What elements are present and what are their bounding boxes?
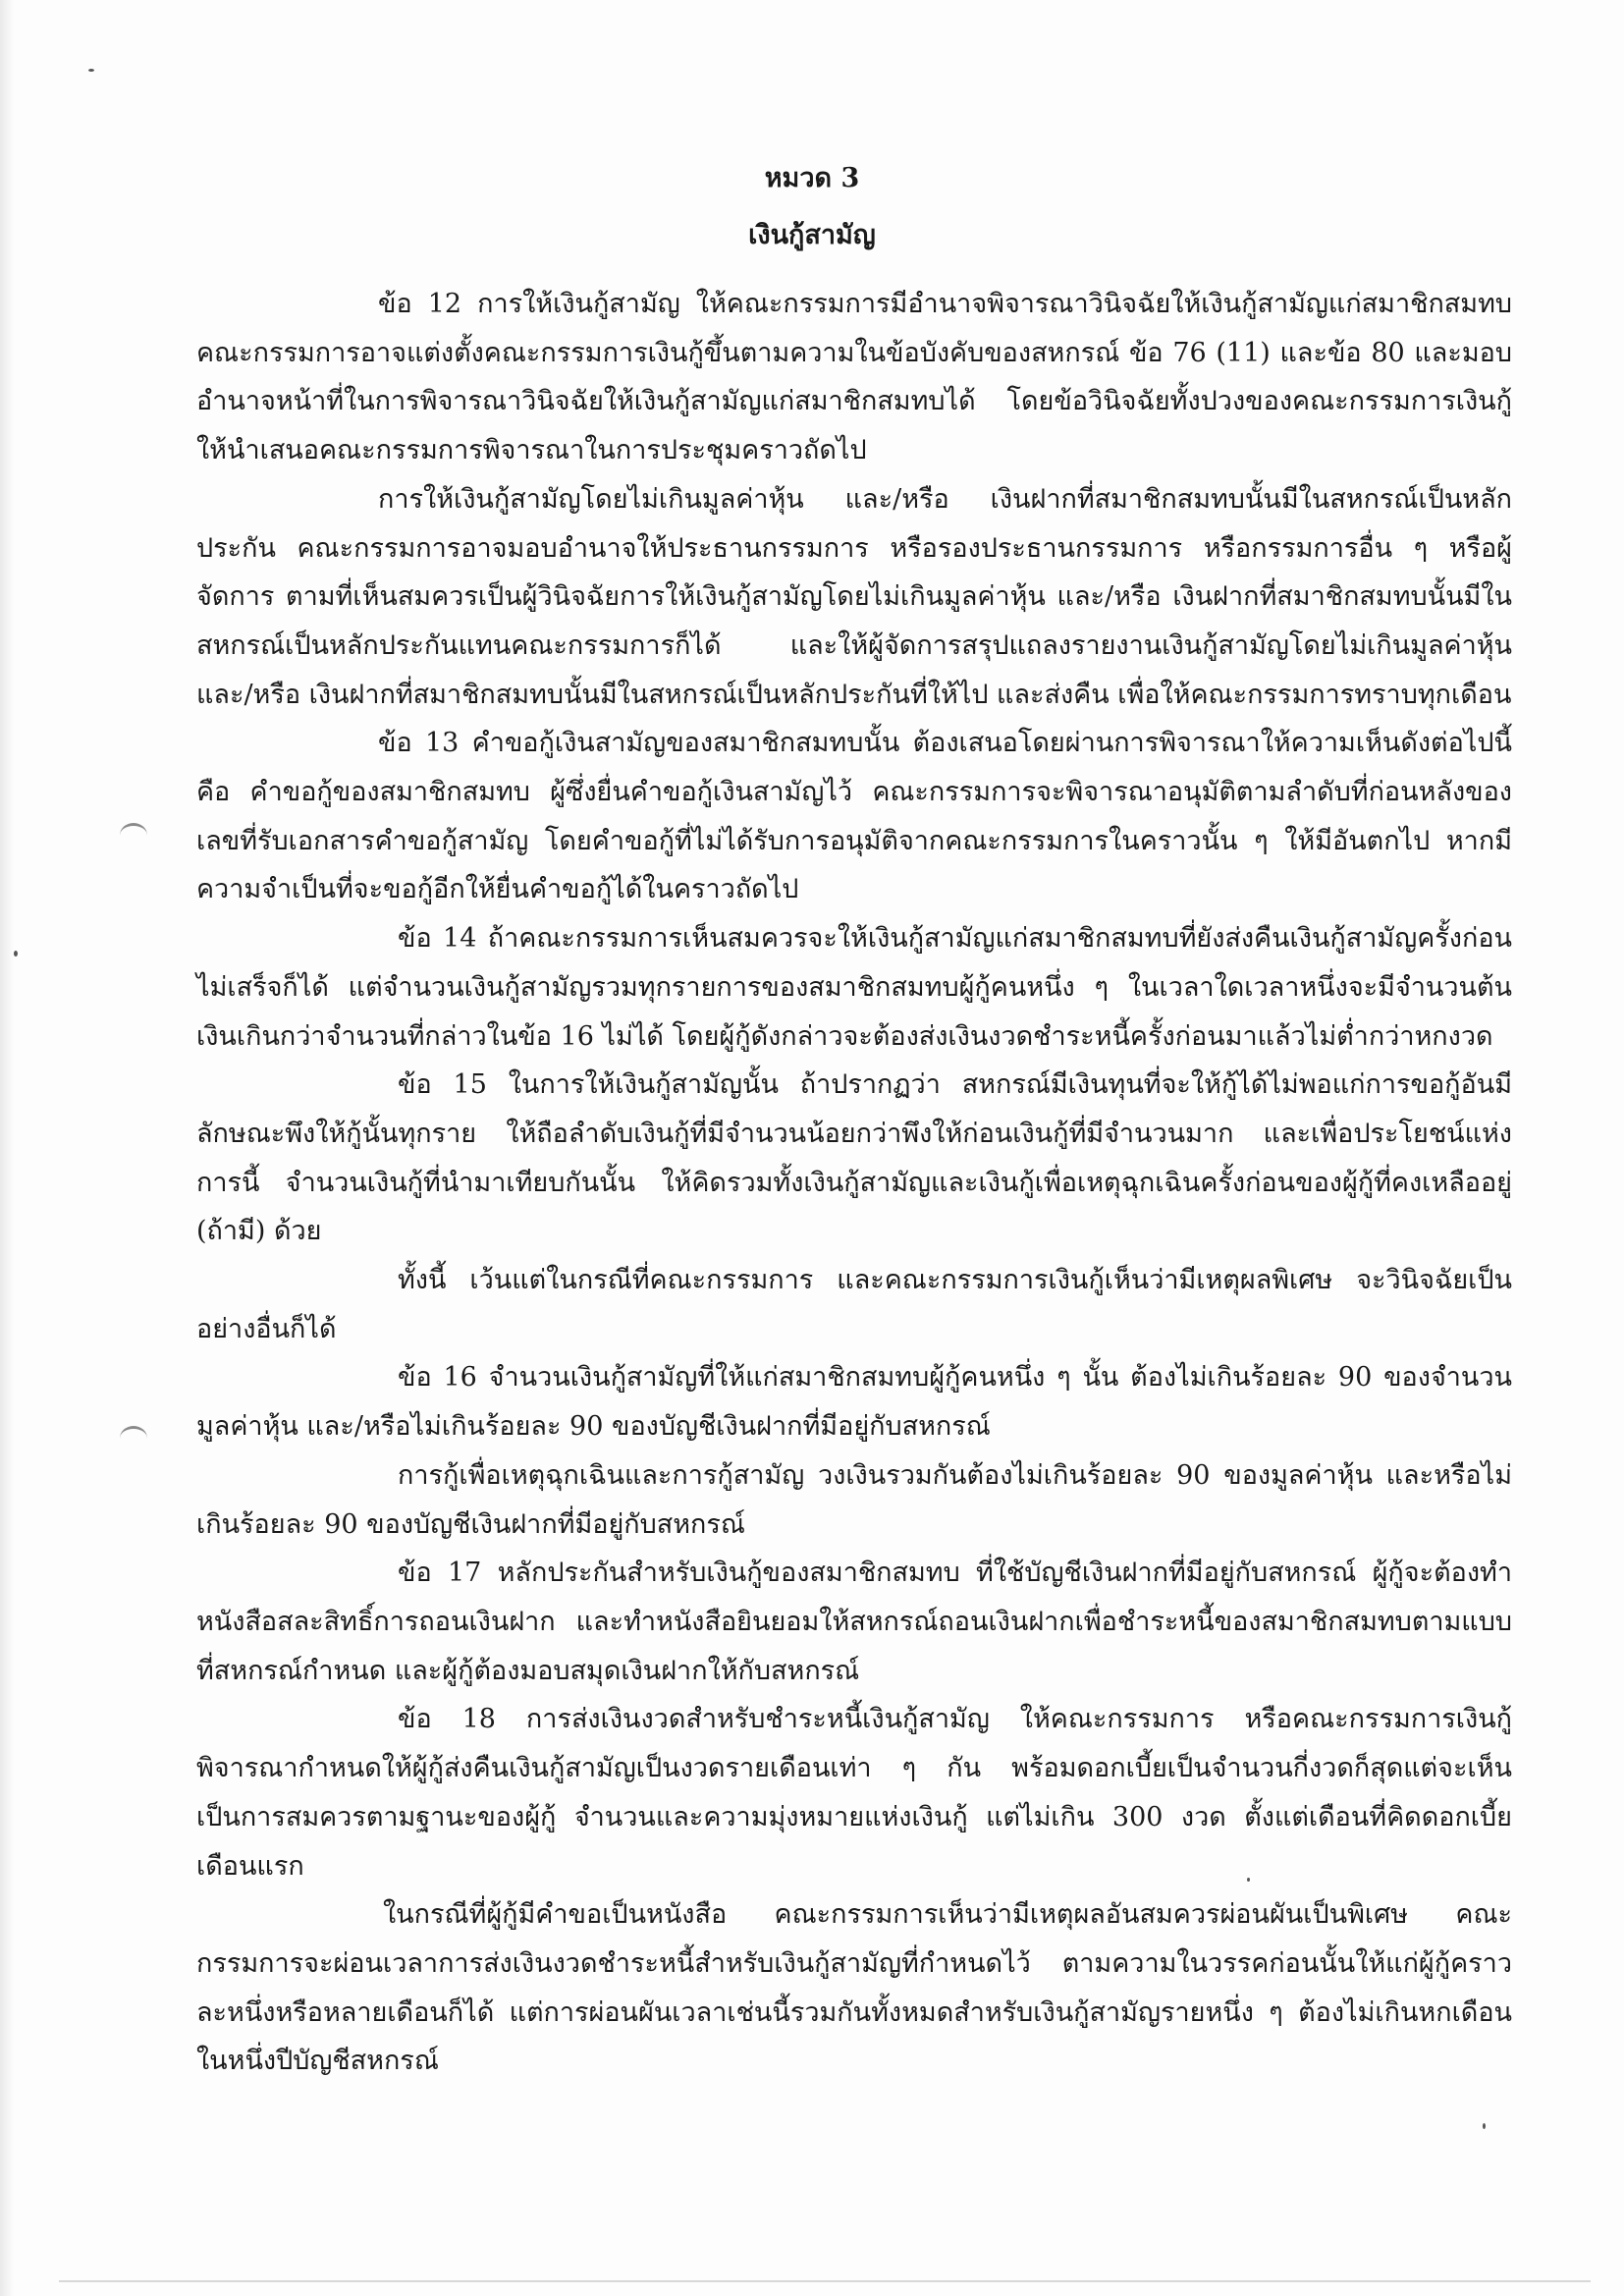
clause-15: ข้อ 15 ในการให้เงินกู้สามัญนั้น ถ้าปรากฏว่า สหกรณ์มีเงินทุนที่จะให้กู้ได้ไม่พอแก่การขอกู้อันมีลักษณะพึงให้กู้นั้นทุกราย ให้ถือลำดับเงินกู้ที่มีจำนวนน้อยกว่าพึงให้ก่อนเงินกู้ที่มีจำนวนมาก และเพื่อประโยชน์แห่งการนี้ จำนวนเงินกู้ที่นำมาเทียบกันนั้น ให้คิดรวมทั้งเงินกู้สามัญและเงินกู้เพื่อเหตุฉุกเฉินครั้งก่อนของผู้กู้ที่คงเหลืออยู่ (ถ้ามี) ด้วย xyxy=(196,1069,1512,1247)
punch-hole-mark xyxy=(120,823,147,847)
clause-18-paragraph-2: ในกรณีที่ผู้กู้มีคำขอเป็นหนังสือ คณะกรรมการเห็นว่ามีเหตุผลอันสมควรผ่อนผันเป็นพิเศษ คณะกรรมการจะผ่อนเวลาการส่งเงินงวดชำระหนี้สำหรับเงินกู้สามัญที่กำหนดไว้ ตามความในวรรคก่อนนั้นให้แก่ผู้กู้คราวละหนึ่งหรือหลายเดือนก็ได้ แต่การผ่อนผันเวลาเช่นนี้รวมกันทั้งหมดสำหรับเงินกู้สามัญรายหนึ่ง ๆ ต้องไม่เกินหกเดือนในหนึ่งปีบัญชีสหกรณ์ xyxy=(196,1899,1512,2077)
chapter-heading: หมวด 3 xyxy=(764,163,860,193)
document-body xyxy=(196,280,1512,2086)
scan-speck xyxy=(1483,2123,1486,2129)
clause-12-paragraph-2: การให้เงินกู้สามัญโดยไม่เกินมูลค่าหุ้น และ/หรือ เงินฝากที่สมาชิกสมทบนั้นมีในสหกรณ์เป็นหลักประกัน คณะกรรมการอาจมอบอำนาจให้ประธานกรรมการ หรือรองประธานกรรมการ หรือกรรมการอื่น ๆ หรือผู้จัดการ ตามที่เห็นสมควรเป็นผู้วินิจฉัยการให้เงินกู้สามัญโดยไม่เกินมูลค่าหุ้น และ/หรือ เงินฝากที่สมาชิกสมทบนั้นมีในสหกรณ์เป็นหลักประกันแทนคณะกรรมการก็ได้ และให้ผู้จัดการสรุปแถลงรายงานเงินกู้สามัญโดยไม่เกินมูลค่าหุ้น และ/หรือ เงินฝากที่สมาชิกสมทบนั้นมีในสหกรณ์เป็นหลักประกันที่ให้ไป และส่งคืน เพื่อให้คณะกรรมการทราบทุกเดือน xyxy=(196,483,1512,710)
clause-12: ข้อ 12 การให้เงินกู้สามัญ ให้คณะกรรมการมีอำนาจพิจารณาวินิจฉัยให้เงินกู้สามัญแก่สมาชิกสมทบ คณะกรรมการอาจแต่งตั้งคณะกรรมการเงินกู้ขึ้นตามความในข้อบังคับของสหกรณ์ ข้อ 76 (11) และข้อ 80 และมอบอำนาจหน้าที่ในการพิจารณาวินิจฉัยให้เงินกู้สามัญแก่สมาชิกสมทบได้ โดยข้อวินิจฉัยทั้งปวงของคณะกรรมการเงินกู้ให้นำเสนอคณะกรรมการพิจารณาในการประชุมคราวถัดไป xyxy=(196,289,1512,466)
page-left-shadow xyxy=(0,0,14,2296)
clause-16-paragraph-2: การกู้เพื่อเหตุฉุกเฉินและการกู้สามัญ วงเงินรวมกันต้องไม่เกินร้อยละ 90 ของมูลค่าหุ้น และหรือไม่เกินร้อยละ 90 ของบัญชีเงินฝากที่มีอยู่กับสหกรณ์ xyxy=(196,1459,1512,1540)
clause-14: ข้อ 14 ถ้าคณะกรรมการเห็นสมควรจะให้เงินกู้สามัญแก่สมาชิกสมทบที่ยังส่งคืนเงินกู้สามัญครั้งก่อนไม่เสร็จก็ได้ แต่จำนวนเงินกู้สามัญรวมทุกรายการของสมาชิกสมทบผู้กู้คนหนึ่ง ๆ ในเวลาใดเวลาหนึ่งจะมีจำนวนต้นเงินเกินกว่าจำนวนที่กล่าวในข้อ 16 ไม่ได้ โดยผู้กู้ดังกล่าวจะต้องส่งเงินงวดชำระหนี้ครั้งก่อนมาแล้วไม่ต่ำกว่าหกงวด xyxy=(196,923,1512,1052)
scan-speck xyxy=(88,69,94,72)
clause-16: ข้อ 16 จำนวนเงินกู้สามัญที่ให้แก่สมาชิกสมทบผู้กู้คนหนึ่ง ๆ นั้น ต้องไม่เกินร้อยละ 90 ของจำนวนมูลค่าหุ้น และ/หรือไม่เกินร้อยละ 90 ของบัญชีเงินฝากที่มีอยู่กับสหกรณ์ xyxy=(196,1362,1512,1443)
page-bottom-edge xyxy=(59,2280,1591,2282)
chapter-title: เงินกู้สามัญ xyxy=(748,220,876,250)
clause-17: ข้อ 17 หลักประกันสำหรับเงินกู้ของสมาชิกสมทบ ที่ใช้บัญชีเงินฝากที่มีอยู่กับสหกรณ์ ผู้กู้จะต้องทำหนังสือสละสิทธิ์การถอนเงินฝาก และทำหนังสือยินยอมให้สหกรณ์ถอนเงินฝากเพื่อชำระหนี้ของสมาชิกสมทบตามแบบที่สหกรณ์กำหนด และผู้กู้ต้องมอบสมุดเงินฝากให้กับสหกรณ์ xyxy=(196,1558,1512,1686)
clause-15-paragraph-2: ทั้งนี้ เว้นแต่ในกรณีที่คณะกรรมการ และคณะกรรมการเงินกู้เห็นว่ามีเหตุผลพิเศษ จะวินิจฉัยเป็นอย่างอื่นก็ได้ xyxy=(196,1265,1512,1344)
clause-18: ข้อ 18 การส่งเงินงวดสำหรับชำระหนี้เงินกู้สามัญ ให้คณะกรรมการ หรือคณะกรรมการเงินกู้พิจารณากำหนดให้ผู้กู้ส่งคืนเงินกู้สามัญเป็นงวดรายเดือนเท่า ๆ กัน พร้อมดอกเบี้ยเป็นจำนวนกี่งวดก็สุดแต่จะเห็นเป็นการสมควรตามฐานะของผู้กู้ จำนวนและความมุ่งหมายแห่งเงินกู้ แต่ไม่เกิน 300 งวด ตั้งแต่เดือนที่คิดดอกเบี้ยเดือนแรก xyxy=(196,1704,1512,1882)
clause-13: ข้อ 13 คำขอกู้เงินสามัญของสมาชิกสมทบนั้น ต้องเสนอโดยผ่านการพิจารณาให้ความเห็นดังต่อไปนี้ คือ คำขอกู้ของสมาชิกสมทบ ผู้ซึ่งยื่นคำขอกู้เงินสามัญไว้ คณะกรรมการจะพิจารณาอนุมัติตามลำดับที่ก่อนหลังของเลขที่รับเอกสารคำขอกู้สามัญ โดยคำขอกู้ที่ไม่ได้รับการอนุมัติจากคณะกรรมการในคราวนั้น ๆ ให้มีอันตกไป หากมีความจำเป็นที่จะขอกู้อีกให้ยื่นคำขอกู้ได้ในคราวถัดไป xyxy=(196,728,1512,905)
punch-hole-mark xyxy=(120,1426,147,1450)
scan-speck xyxy=(14,951,18,957)
